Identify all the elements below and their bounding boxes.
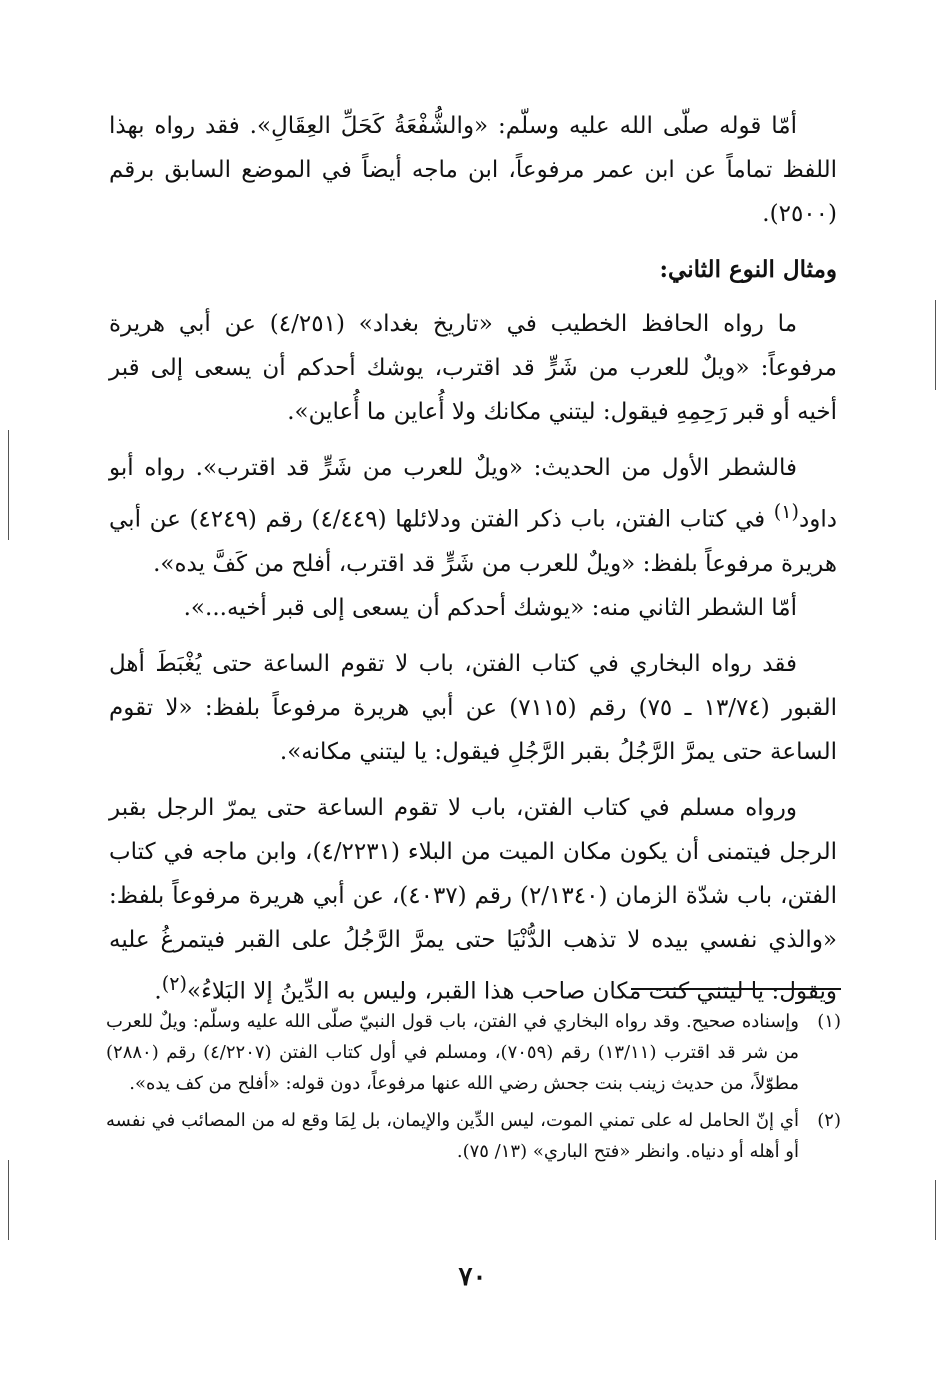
paragraph-6-part-a: ورواه مسلم في كتاب الفتن، باب لا تقوم الساعة حتى يمرّ الرجل بقبر الرجل فيتمنى أن يكون مكان الميت من البلاء (٤/٢٢٣١)، وابن ماجه في كتاب الفتن، باب شدّة الزمان (٢/١٣٤٠) رقم (٤٠٣٧)، عن أبي هريرة مرفوعاً بلفظ: «والذي نفسي بيده لا تذهب الدُّنْيَا حتى يمرَّ الرَّجُلُ على القبر فيتمرغُ عليه ويقول: يا ليتني كنت مكان صاحب هذا القبر، وليس به الدِّينُ إلا البَلاءُ» (109, 794, 837, 1005)
paragraph-6 (109, 786, 837, 1014)
paragraph-4: أمّا الشطر الثاني منه: «يوشك أحدكم أن يسعى إلى قبر أخيه...». (183, 594, 797, 621)
paragraph-5: فقد رواه البخاري في كتاب الفتن، باب لا تقوم الساعة حتى يُغْبَطَ أهل القبور (١٣/٧٤ ـ ٧٥) رقم (٧١١٥) عن أبي هريرة مرفوعاً بلفظ: «لا تقوم الساعة حتى يمرَّ الرَّجُلُ بقبر الرَّجُلِ فيقول: يا ليتني مكانه». (109, 650, 837, 765)
footnote-1 (106, 1006, 841, 1099)
right-edge-mark (935, 300, 936, 390)
footnote-divider (631, 988, 841, 990)
footnotes (106, 1006, 841, 1173)
paragraph-1: أمّا قوله صلّى الله عليه وسلّم: «والشُّفْعَةُ كَحَلِّ العِقَالِ». فقد رواه بهذا اللفظ تماماً عن ابن عمر مرفوعاً، ابن ماجه أيضاً في الموضع السابق برقم (٢٥٠٠). (109, 113, 837, 227)
paragraph-3-part-b: في كتاب الفتن، باب ذكر الفتن ودلائلها (٤/٤٤٩) رقم (٤٢٤٩) عن أبي هريرة مرفوعاً بلفظ: «ويلٌ للعرب من شَرٍّ قد اقترب، أفلح من كَفَّ يده». (109, 506, 837, 577)
footnote-text: أي إنّ الحامل له على تمني الموت، ليس الدِّين والإيمان، بل لِمَا وقع له من المصائب في نفسه أو أهله أو دنياه. وانظر «فتح الباري» (١٣/ ٧٥). (106, 1110, 799, 1162)
section-heading: ومثال النوع الثاني: (659, 256, 837, 283)
right-edge-mark (935, 1180, 936, 1240)
footnote-ref-1: (١) (773, 500, 799, 523)
paragraph-6-end: . (154, 978, 162, 1005)
footnote-number: (٢) (817, 1110, 841, 1131)
paragraph-2: ما رواه الحافظ الخطيب في «تاريخ بغداد» (٤/٢٥١) عن أبي هريرة مرفوعاً: «ويلٌ للعرب من شَرٍّ قد اقترب، يوشك أحدكم أن يسعى إلى قبر أخيه أو قبر رَحِمِهِ فيقول: ليتني مكانك ولا أُعاين ما أُعاين». (109, 311, 837, 425)
footnote-text: وإسناده صحيح. وقد رواه البخاري في الفتن، باب قول النبيّ صلّى الله عليه وسلّم: ويلٌ للعرب من شر قد اقترب (١٣/١١) رقم (٧٠٥٩)، ومسلم في أول كتاب الفتن (٤/٢٢٠٧) رقم (٢٨٨٠) مطوّلاً، من حديث زينب بنت جحش رضي الله عنها مرفوعاً، دون قوله: «أفلح من كف يده». (106, 1011, 800, 1094)
left-edge-mark (8, 430, 9, 540)
paragraph-3-part-a: فالشطر الأول من الحديث: «ويلٌ للعرب من شَرٍّ قد اقترب». رواه أبو داود (109, 455, 837, 533)
footnote-ref-2: (٢) (161, 971, 187, 995)
main-text (109, 104, 837, 1025)
page-number: ٧٠ (458, 1262, 487, 1292)
footnote-number: (١) (817, 1011, 841, 1032)
footnote-2 (106, 1105, 841, 1167)
left-edge-mark (8, 1160, 9, 1240)
paragraph-3 (109, 446, 837, 586)
